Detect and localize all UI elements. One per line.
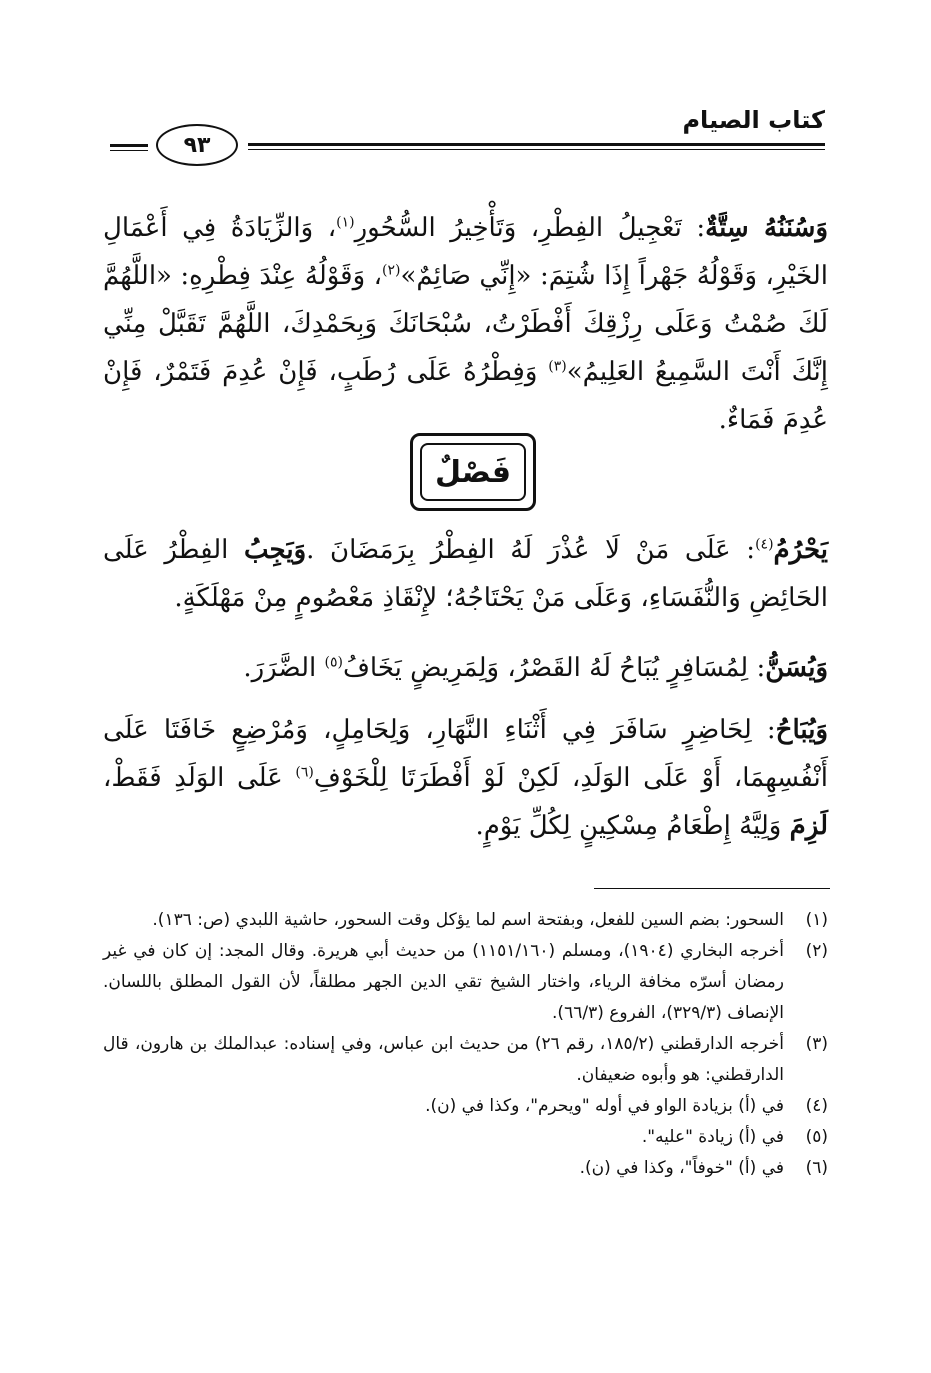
paragraph-yubah [103, 706, 828, 850]
paragraph-text: وَفِطْرُهُ عَلَى رُطَبٍ، فَإِنْ عُدِمَ فَتَمْرٌ، فَإِنْ عُدِمَ فَمَاءٌ. [103, 357, 828, 435]
paragraph-text: ، وَقَوْلُهُ عِنْدَ فِطْرِهِ: «اللَّهُمَّ لَكَ صُمْتُ وَعَلَى رِزْقِكَ أَفْطَرْتُ، سُبْحَانَكَ وَبِحَمْدِكَ، اللَّهُمَّ تَقَبَّلْ مِنِّي إِنَّكَ أَنْتَ السَّمِيعُ العَلِيمُ» [103, 261, 828, 387]
footnote [103, 936, 828, 1029]
footnote-number: (١) [805, 910, 828, 930]
paragraph-text: : لِحَاضِرٍ سَافَرَ فِي أَثْنَاءِ النَّهَارِ، وَلِحَامِلٍ، وَمُرْضِعٍ خَافَتَا عَلَى أَنْفُسِهِمَا، أَوْ عَلَى الوَلَدِ، لَكِنْ لَوْ أَفْطَرَتَا لِلْخَوْفِ [103, 715, 828, 793]
footnote [103, 1153, 828, 1184]
paragraph-text: : لِمُسَافِرٍ يُبَاحُ لَهُ القَصْرُ، وَلِمَرِيضٍ يَخَافُ [342, 653, 766, 683]
paragraph-yahrum [103, 526, 828, 622]
keyword-sunan: وَسُنَنُهُ سِتَّةٌ [705, 213, 829, 243]
footnote-ref-4[interactable]: (٤) [755, 536, 774, 553]
footnote-text: في (أ) زيادة "عليه". [641, 1127, 784, 1147]
footnote [103, 905, 828, 936]
keyword-yubah: وَيُبَاحُ [775, 715, 828, 745]
footnote-number: (٥) [805, 1127, 828, 1147]
footnote-ref-1[interactable]: (١) [336, 214, 355, 231]
footnote-number: (٤) [805, 1096, 828, 1116]
footnote-text: في (أ) "خوفاً"، وكذا في (ن). [579, 1158, 784, 1178]
footnote-number: (٣) [805, 1034, 828, 1054]
keyword-yahrum: يَحْرُمُ [773, 535, 829, 565]
footnote-ref-5[interactable]: (٥) [324, 654, 343, 671]
paragraph-text: الفِطْرُ عَلَى الحَائِضِ وَالنُّفَسَاءِ، وَعَلَى مَنْ يَحْتَاجُهُ؛ لإِنْقَاذِ مَعْصُومٍ مِنْ مَهْلَكَةٍ. [103, 535, 828, 613]
section-heading: فَصْلٌ [420, 443, 526, 501]
book-title: كتاب الصيام [682, 106, 825, 134]
keyword-yusan: وَيُسَنُّ [765, 653, 828, 683]
footnote-text: السحور: بضم السين للفعل، وبفتحة اسم لما يؤكل وقت السحور، حاشية اللبدي (ص: ١٣٦). [152, 910, 784, 930]
footnote-separator [594, 888, 830, 889]
footnote [103, 1091, 828, 1122]
footnote-number: (٦) [805, 1158, 828, 1178]
paragraph-sunan [103, 204, 828, 444]
header-rule-thin [248, 149, 825, 150]
paragraph-text: وَلِيَّهُ إِطْعَامُ مِسْكِينٍ لِكُلِّ يَوْمٍ. [475, 811, 790, 841]
footnote-text: أخرجه الدارقطني (١٨٥/٢، رقم ٢٦) من حديث ابن عباس، وفي إسناده: عبدالملك بن هارون، قال الدارقطني: هو وأبوه ضعيفان. [103, 1034, 784, 1085]
paragraph-text: عَلَى الوَلَدِ فَقَطْ، [103, 763, 296, 793]
header-rule-left [110, 144, 148, 147]
page-number: ٩٣ [156, 124, 238, 166]
footnote-text: أخرجه البخاري (١٩٠٤)، ومسلم (١١٥١/١٦٠) من حديث أبي هريرة. وقال المجد: إن كان في غير رمضان أسرّه مخافة الرياء، واختار الشيخ تقي الدين الجهر مطلقاً، لأن القول المطلق باللسان. الإنصاف (٣٢٩/٣)، الفروع (٦٦/٣). [103, 941, 784, 1023]
paragraph-text: : تَعْجِيلُ الفِطْرِ، وَتَأْخِيرُ السُّحُورِ [354, 213, 706, 243]
section-heading-frame [410, 433, 536, 511]
footnotes [103, 905, 828, 1184]
paragraph-text: : عَلَى مَنْ لَا عُذْرَ لَهُ الفِطْرُ بِرَمَضَانَ . [306, 535, 756, 565]
running-header [110, 104, 825, 164]
footnote-text: في (أ) بزيادة الواو في أوله "ويحرم"، وكذا في (ن). [425, 1096, 784, 1116]
paragraph-text: الضَّرَرَ. [243, 653, 325, 683]
keyword-lazim: لَزِمَ [789, 811, 828, 841]
keyword-yajib: وَيَجِبُ [244, 535, 307, 565]
footnote [103, 1029, 828, 1091]
footnote-ref-3[interactable]: (٣) [548, 358, 567, 375]
footnote-number: (٢) [805, 941, 828, 961]
paragraph-yusan [103, 644, 828, 692]
header-rule [248, 143, 825, 146]
footnote-ref-6[interactable]: (٦) [295, 764, 314, 781]
footnote-ref-2[interactable]: (٢) [382, 262, 401, 279]
paragraph-text: ، وَالزِّيَادَةُ فِي أَعْمَالِ الخَيْرِ، وَقَوْلُهُ جَهْراً إِذَا شُتِمَ: «إِنِّي صَائِمٌ» [103, 213, 828, 291]
header-rule-left-thin [110, 150, 148, 151]
footnote [103, 1122, 828, 1153]
